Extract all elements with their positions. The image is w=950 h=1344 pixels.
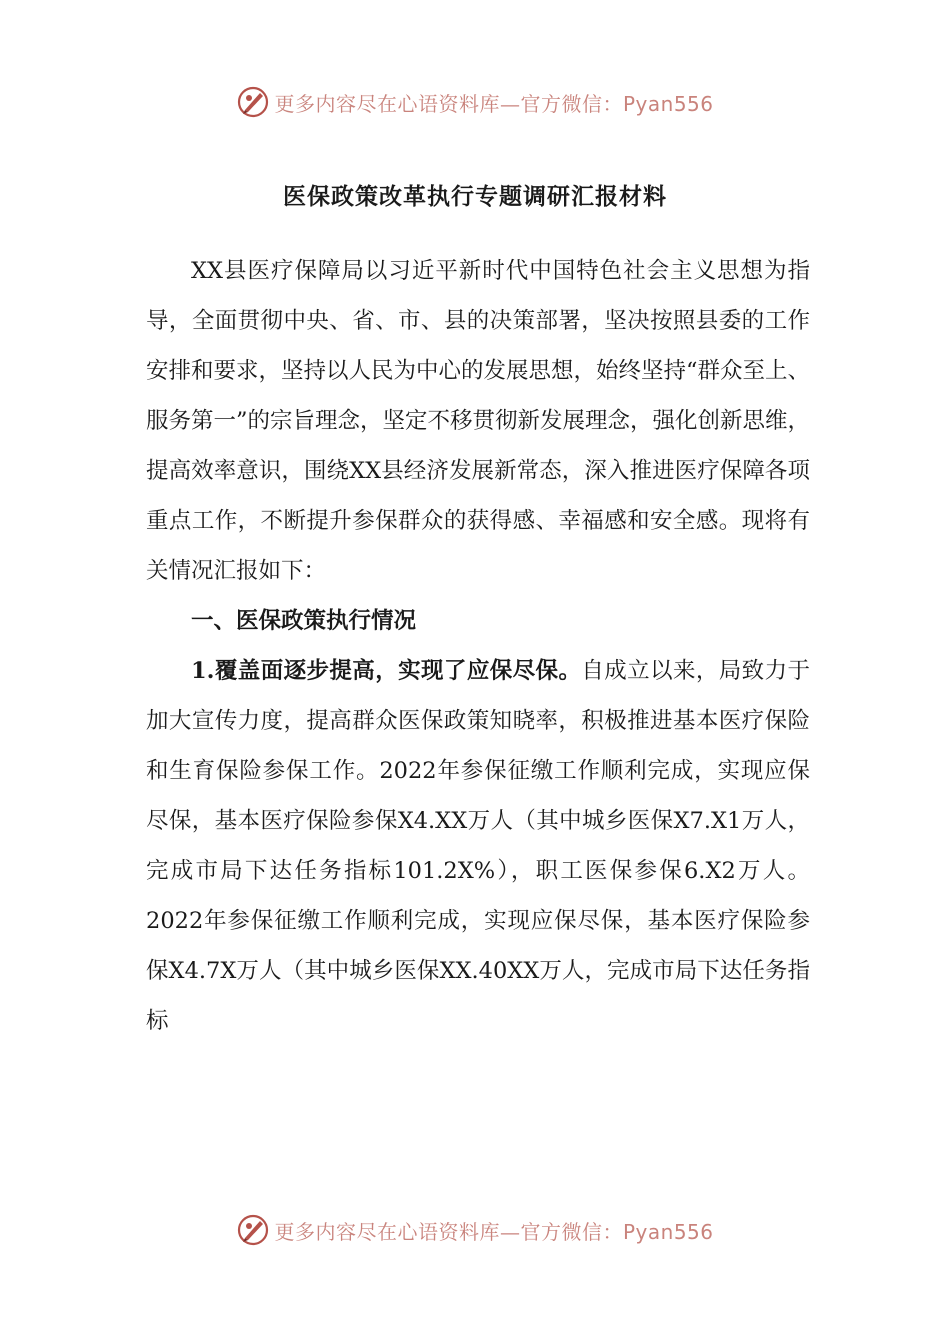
item-paragraph [146,646,810,1046]
footer-watermark [0,1210,950,1250]
section-heading: 一、医保政策执行情况 [191,608,417,634]
pen-logo-icon [236,1213,270,1247]
pen-logo-icon [236,85,270,119]
watermark-text: 更多内容尽在心语资料库—官方微信：Pyan556 [274,1219,714,1244]
document-title: 医保政策改革执行专题调研汇报材料 [283,183,667,210]
item-body: 自成立以来，局致力于加大宣传力度，提高群众医保政策知晓率，积极推进基本医疗保险和生育保险参保工作。2022年参保征缴工作顺利完成，实现应保尽保，基本医疗保险参保X4.XX万人（其中城乡医保X7.X1万人，完成市局下达任务指标101.2X%），职工医保参保6.X2万人。2022年参保征缴工作顺利完成，实现应保尽保，基本医疗保险参保X4.7X万人（其中城乡医保XX.40XX万人，完成市局下达任务指标 [146,658,810,1034]
document-body [146,246,810,1046]
header-watermark [0,82,950,122]
watermark-text: 更多内容尽在心语资料库—官方微信：Pyan556 [274,91,714,116]
item-lead: 1.覆盖面逐步提高，实现了应保尽保。 [191,658,582,684]
intro-paragraph: XX县医疗保障局以习近平新时代中国特色社会主义思想为指导，全面贯彻中央、省、市、县的决策部署，坚决按照县委的工作安排和要求，坚持以人民为中心的发展思想，始终坚持“群众至上、服务第一”的宗旨理念，坚定不移贯彻新发展理念，强化创新思维，提高效率意识，围绕XX县经济发展新常态，深入推进医疗保障各项重点工作，不断提升参保群众的获得感、幸福感和安全感。现将有关情况汇报如下： [146,258,811,584]
